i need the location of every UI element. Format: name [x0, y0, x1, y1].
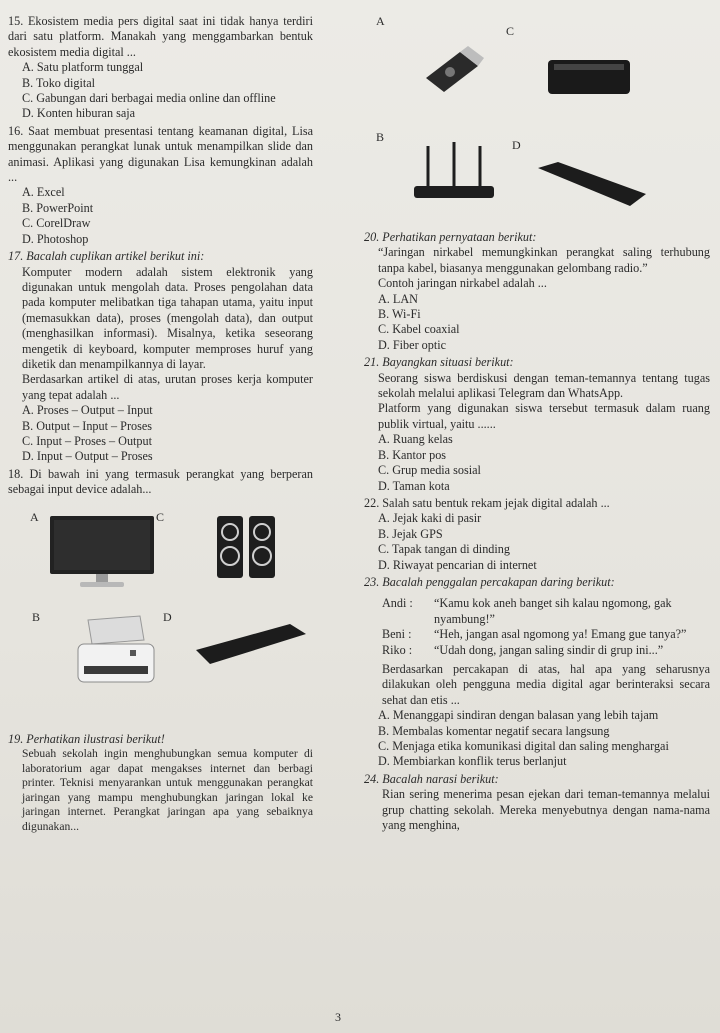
printer-icon: [542, 54, 638, 102]
question-21-option-b: B. Kantor pos: [378, 447, 447, 462]
question-20-prompt: Contoh jaringan nirkabel adalah ...: [378, 276, 547, 291]
question-24-body: Rian sering menerima pesan ejekan dari teman-temannya melalui grup chatting sekolah. Mereka menyebutnya dengan nama-nama yang menghina,: [382, 787, 710, 833]
dialog-speaker: Riko :: [382, 642, 413, 657]
question-16-option-c: C. CorelDraw: [22, 216, 91, 231]
monitor-icon: [46, 514, 158, 590]
question-16-option-a: A. Excel: [22, 185, 65, 200]
label-b: B: [376, 130, 385, 144]
question-24-head: 24. Bacalah narasi berikut:: [364, 771, 499, 786]
dialog-text: “Heh, jangan asal ngomong ya! Emang gue tanya?”: [434, 627, 687, 642]
question-16-option-b: B. PowerPoint: [22, 200, 94, 215]
label-a: A: [30, 509, 39, 524]
question-18-images: [8, 498, 313, 730]
question-22-option-c: C. Tapak tangan di dinding: [378, 542, 510, 557]
question-21-head: 21. Bayangkan situasi berikut:: [364, 355, 514, 370]
question-20-option-b: B. Wi-Fi: [378, 307, 421, 322]
question-18: [8, 467, 313, 730]
question-20: [364, 230, 710, 353]
question-23-option-a: A. Menanggapi sindiran dengan balasan yang lebih tajam: [378, 708, 659, 723]
question-15-option-a: A. Satu platform tunggal: [22, 60, 144, 75]
dialog-text: “Udah dong, jangan saling sindir di grup ini...”: [434, 642, 664, 657]
question-20-quote: “Jaringan nirkabel memungkinkan perangkat saling terhubung tanpa kabel, biasanya menggunakan gelombang radio.”: [378, 245, 710, 275]
question-20-option-c: C. Kabel coaxial: [378, 322, 460, 337]
question-21-option-d: D. Taman kota: [378, 478, 450, 493]
question-23-dialog: [364, 596, 710, 658]
question-17: [8, 249, 313, 465]
label-c: C: [156, 509, 165, 524]
page-number: 3: [335, 1010, 341, 1024]
question-23-option-b: B. Membalas komentar negatif secara langsung: [378, 723, 610, 738]
question-17-option-a: A. Proses – Output – Input: [22, 403, 153, 418]
question-17-head: 17. Bacalah cuplikan artikel berikut ini:: [8, 249, 205, 264]
dialog-speaker: Beni :: [382, 627, 412, 642]
question-21: [364, 355, 710, 494]
label-d: D: [512, 138, 521, 152]
question-23: [364, 575, 710, 770]
question-21-option-a: A. Ruang kelas: [378, 432, 453, 447]
question-15-option-d: D. Konten hiburan saja: [22, 106, 136, 121]
question-16: [8, 124, 313, 247]
question-23-option-d: D. Membiarkan konflik terus berlanjut: [378, 754, 567, 769]
question-19: [8, 732, 313, 835]
question-16-text: 16. Saat membuat presentasi tentang keamanan digital, Lisa menggunakan perangkat lunak untuk menampilkan slide dan animasi. Aplikasi yang digunakan Lisa kemungkinan adalah ...: [8, 123, 313, 185]
question-21-prompt: Platform yang digunakan siswa tersebut termasuk dalam ruang publik virtual, yaitu ......: [378, 401, 710, 431]
question-18-text: 18. Di bawah ini yang termasuk perangkat yang berperan sebagai input device adalah...: [8, 466, 313, 497]
router-icon: [408, 140, 498, 210]
dialog-speaker: Andi :: [382, 596, 413, 611]
speaker-icon: [213, 512, 283, 584]
dialog-line: [382, 643, 710, 658]
question-24: [364, 772, 710, 834]
scanner-icon: [70, 610, 162, 698]
label-c: C: [506, 24, 515, 38]
question-22-option-a: A. Jejak kaki di pasir: [378, 511, 482, 526]
network-switch-icon: [534, 154, 654, 214]
question-23-prompt: Berdasarkan percakapan di atas, hal apa yang seharusnya dilakukan oleh pengguna media digital agar berinteraksi secara sehat dan etis ...: [382, 661, 710, 707]
dialog-line: [382, 627, 710, 642]
label-a: A: [376, 14, 385, 28]
question-20-option-a: A. LAN: [378, 291, 418, 306]
question-20-head: 20. Perhatikan pernyataan berikut:: [364, 230, 537, 244]
question-22-text: 22. Salah satu bentuk rekam jejak digital adalah ...: [364, 495, 610, 510]
dialog-text: “Kamu kok aneh banget sih kalau ngomong, gak nyambung!”: [434, 596, 672, 626]
question-23-head: 23. Bacalah penggalan percakapan daring berikut:: [364, 574, 615, 589]
question-19-images: [364, 14, 710, 230]
label-d: D: [163, 609, 172, 624]
question-17-prompt: Berdasarkan artikel di atas, urutan proses kerja komputer yang tepat adalah ...: [22, 372, 313, 402]
question-22-option-b: B. Jejak GPS: [378, 526, 443, 541]
usb-modem-icon: [420, 42, 490, 102]
question-19-body: Sebuah sekolah ingin menghubungkan semua komputer di laboratorium agar dapat mengakses internet dan berbagi printer. Teknisi menyarankan untuk menggunakan perangkat jaringan yang mampu menghubungkan jaringan lokal ke jaringan internet. Perangkat jaringan apa yang sebaiknya digunakan...: [22, 747, 313, 833]
question-16-option-d: D. Photoshop: [22, 231, 89, 246]
question-17-option-b: B. Output – Input – Proses: [22, 418, 153, 433]
question-21-body: Seorang siswa berdiskusi dengan teman-temannya tentang tugas sekolah melalui aplikasi Telegram dan WhatsApp.: [378, 370, 710, 401]
keyboard-icon: [190, 620, 310, 670]
question-15: [8, 14, 313, 122]
question-15-option-b: B. Toko digital: [22, 75, 96, 90]
question-20-option-d: D. Fiber optic: [378, 337, 447, 352]
question-22-option-d: D. Riwayat pencarian di internet: [378, 557, 537, 572]
question-22: [364, 496, 710, 573]
question-15-option-c: C. Gabungan dari berbagai media online dan offline: [22, 91, 276, 106]
question-23-option-c: C. Menjaga etika komunikasi digital dan saling menghargai: [378, 739, 669, 753]
question-17-article: Komputer modern adalah sistem elektronik yang digunakan untuk mengolah data. Proses pengolahan data pada komputer melibatkan tiga tahapan utama, yaitu input (memasukkan data), proses (mengolah data), dan output (menghasilkan informasi). Misalnya, ketika seseorang mengetik di keyboard, komputer memproses huruf yang diketik dan menampilkannya di layar.: [22, 264, 313, 371]
left-column: [8, 14, 313, 837]
question-21-option-c: C. Grup media sosial: [378, 463, 481, 478]
question-15-text: 15. Ekosistem media pers digital saat ini tidak hanya terdiri dari satu platform. Manakah yang menggambarkan bentuk ekosistem media digital ...: [8, 14, 313, 59]
dialog-line: [382, 596, 710, 627]
question-17-option-d: D. Input – Output – Proses: [22, 449, 153, 464]
right-column: [364, 14, 710, 835]
label-b: B: [32, 609, 41, 624]
question-17-option-c: C. Input – Proses – Output: [22, 433, 153, 448]
question-19-head: 19. Perhatikan ilustrasi berikut!: [8, 731, 165, 746]
